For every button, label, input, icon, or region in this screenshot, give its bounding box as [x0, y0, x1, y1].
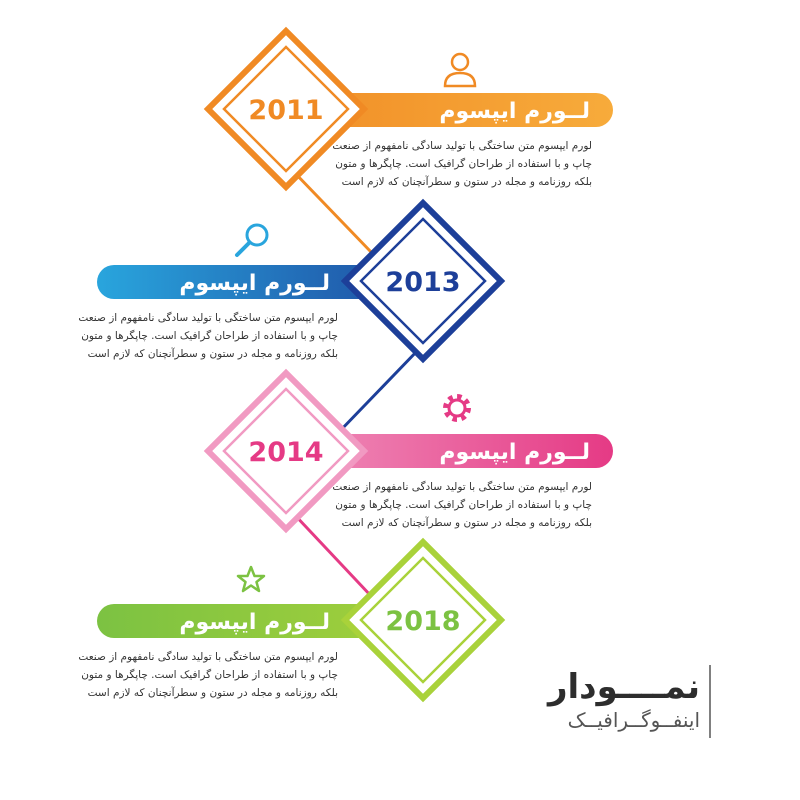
item-title: لــورم ایپسوم	[439, 440, 590, 465]
item-title: لــورم ایپسوم	[439, 99, 590, 124]
description-line: لورم ایپسوم متن ساختگی با تولید سادگی نامفهوم از صنعت	[332, 140, 592, 152]
description-line: بلکه روزنامه و مجله در ستون و سطرآنچنان که لازم است	[341, 176, 592, 188]
gear-icon	[446, 397, 468, 419]
user-icon	[445, 54, 475, 86]
year-label: 2014	[248, 437, 324, 468]
item-description	[332, 480, 592, 529]
year-label: 2011	[248, 95, 324, 126]
timeline-item-2018	[78, 542, 501, 699]
description-line: لورم ایپسوم متن ساختگی با تولید سادگی نامفهوم از صنعت	[78, 651, 338, 663]
description-line: بلکه روزنامه و مجله در ستون و سطرآنچنان که لازم است	[341, 517, 592, 529]
item-description	[332, 139, 592, 188]
search-icon	[237, 225, 267, 255]
description-line: بلکه روزنامه و مجله در ستون و سطرآنچنان که لازم است	[87, 687, 338, 699]
item-title: لــورم ایپسوم	[179, 610, 330, 635]
year-label: 2018	[385, 606, 461, 637]
brand-title: نمــــودار	[547, 667, 700, 707]
item-description	[78, 311, 338, 360]
year-label: 2013	[385, 267, 461, 298]
timeline-item-2013	[78, 203, 501, 360]
timeline-item-2014	[208, 373, 613, 529]
description-line: بلکه روزنامه و مجله در ستون و سطرآنچنان که لازم است	[87, 348, 338, 360]
description-line: چاپ و با استفاده از طراحان گرافیک است. چاپگرها و متون	[81, 669, 338, 681]
description-line: لورم ایپسوم متن ساختگی با تولید سادگی نامفهوم از صنعت	[332, 481, 592, 493]
description-line: چاپ و با استفاده از طراحان گرافیک است. چاپگرها و متون	[335, 158, 592, 170]
description-line: لورم ایپسوم متن ساختگی با تولید سادگی نامفهوم از صنعت	[78, 312, 338, 324]
description-line: چاپ و با استفاده از طراحان گرافیک است. چاپگرها و متون	[81, 330, 338, 342]
brand-block	[546, 665, 710, 738]
item-title: لــورم ایپسوم	[179, 271, 330, 296]
brand-subtitle: اینفــوگــرافیــک	[567, 708, 700, 732]
timeline-item-2011	[208, 31, 613, 188]
connector-line-2013-2014	[338, 348, 420, 433]
star-icon	[238, 567, 264, 591]
item-description	[78, 650, 338, 699]
description-line: چاپ و با استفاده از طراحان گرافیک است. چاپگرها و متون	[335, 499, 592, 511]
